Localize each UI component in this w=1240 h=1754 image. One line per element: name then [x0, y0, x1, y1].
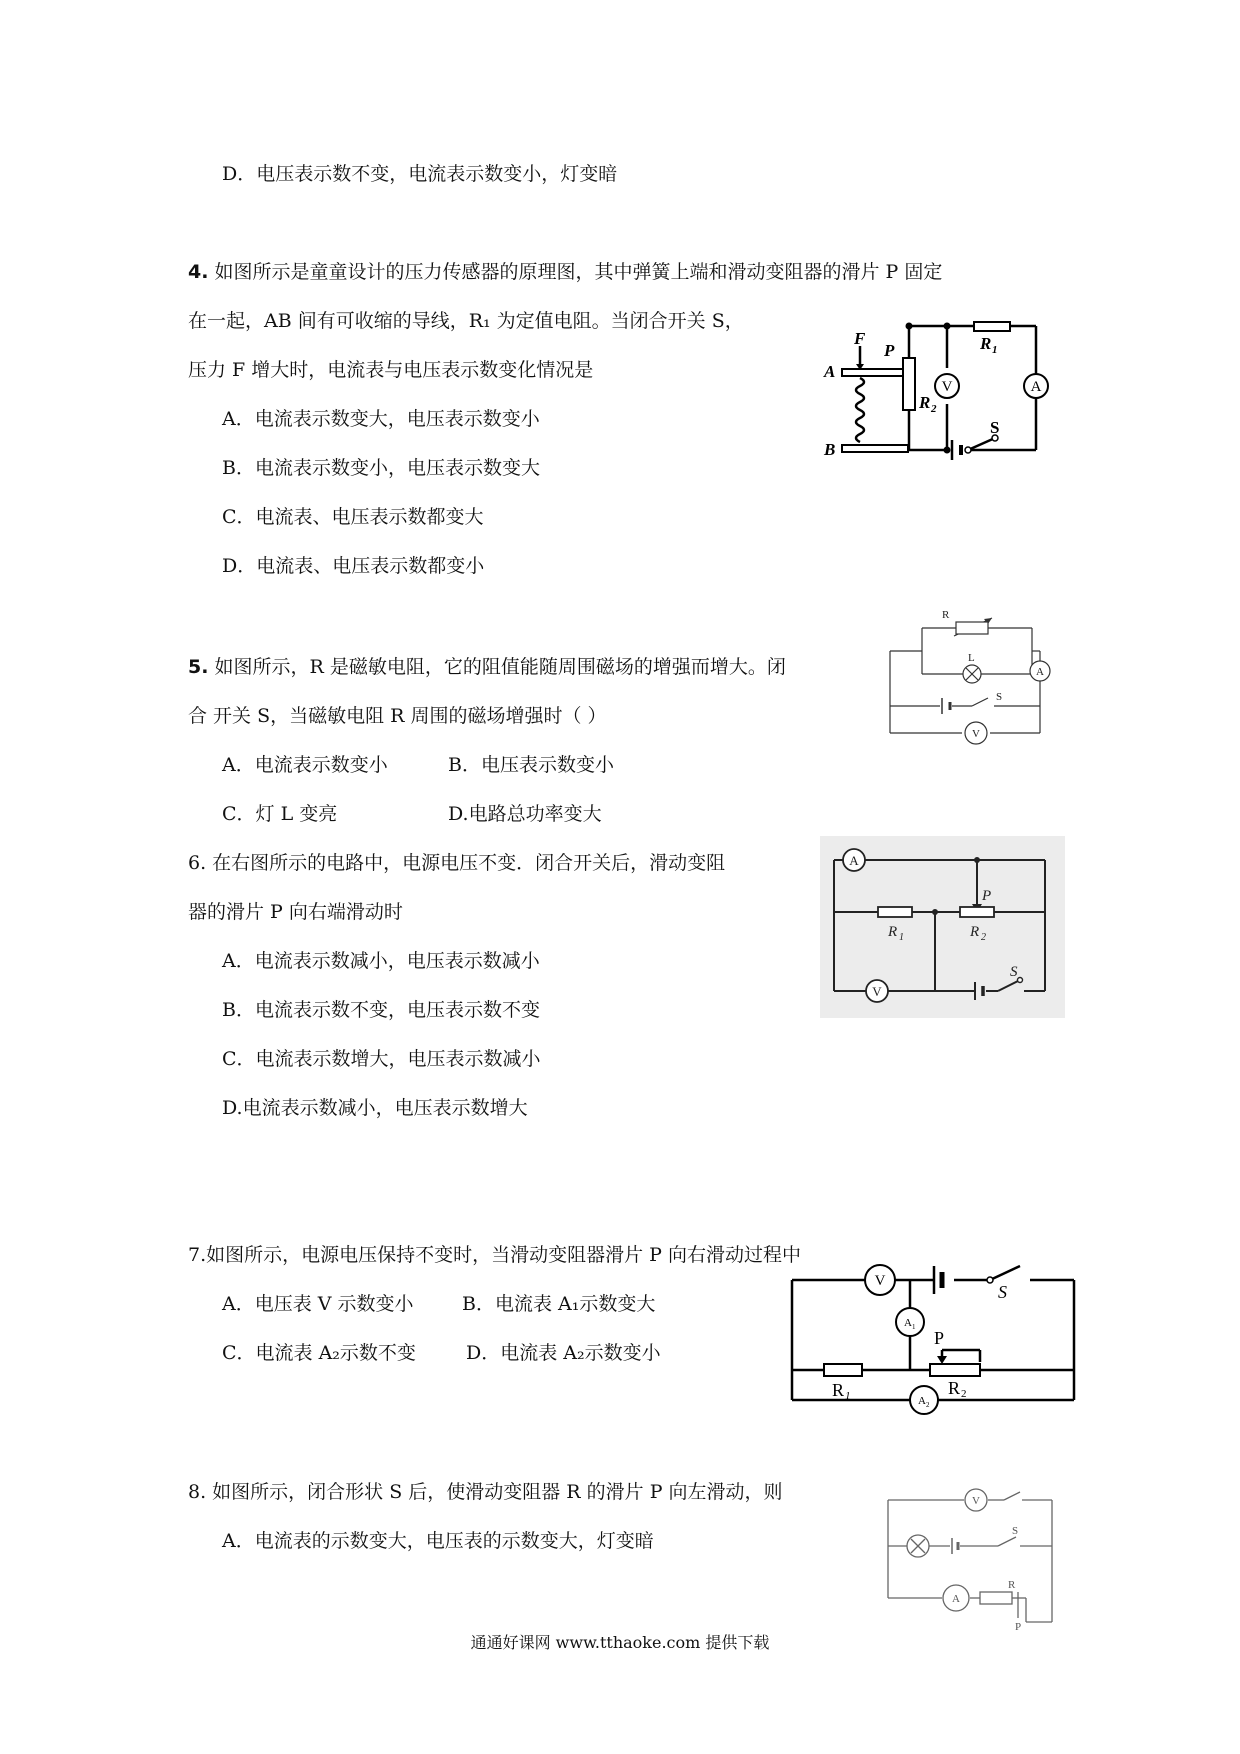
q4-label-R2: R	[919, 393, 931, 412]
q7-label-R2: R	[948, 1378, 961, 1398]
q4-label-P: P	[884, 341, 895, 360]
q7-option-c: C．电流表 A₂示数不变	[222, 1342, 416, 1364]
q7-ammeter-a2-label: A	[918, 1395, 926, 1407]
q4-option-b: B．电流表示数变小，电压表示数变大	[222, 457, 540, 479]
q6-option-c: C．电流表示数增大，电压表示数减小	[222, 1048, 541, 1070]
page-footer: 通通好课网 www.tthaoke.com 提供下载	[470, 1633, 770, 1652]
q7-ammeter-a1-label: A	[904, 1317, 912, 1329]
q4-voltmeter-label: V	[941, 379, 953, 395]
q4-text-1: 如图所示是童童设计的压力传感器的原理图，其中弹簧上端和滑动变阻器的滑片 P 固定	[214, 261, 943, 283]
q5-number: 5.	[188, 656, 209, 678]
q4-option-d: D．电流表、电压表示数都变小	[222, 555, 485, 577]
q4-label-S: S	[990, 418, 1000, 437]
q7-label-R1-sub: 1	[845, 1390, 851, 1402]
q4-ammeter-label: A	[1030, 379, 1042, 395]
q6-label-P: P	[982, 888, 992, 904]
q5-label-L: L	[968, 652, 975, 664]
q5-label-S: S	[996, 691, 1003, 703]
q5-option-a: A．电流表示数变小	[222, 754, 388, 776]
q5-label-R: R	[942, 609, 950, 621]
q6-ammeter-label: A	[849, 853, 859, 868]
q3-option-d: D．电压表示数不变，电流表示数变小，灯变暗	[222, 163, 618, 185]
q4-stem-line2: 在一起，AB 间有可收缩的导线，R₁ 为定值电阻。当闭合开关 S，	[188, 310, 744, 332]
q5-option-d: D.电路总功率变大	[448, 803, 602, 825]
q7-ammeter-a1-sub: 1	[912, 1323, 916, 1331]
q6-label-R2-sub: 2	[981, 932, 986, 943]
q6-voltmeter-label: V	[872, 984, 882, 999]
q5-circuit-diagram	[880, 606, 1060, 746]
q4-option-c: C．电流表、电压表示数都变大	[222, 506, 484, 528]
q6-circuit-diagram	[820, 836, 1065, 1018]
q8-option-a: A．电流表的示数变大，电压表的示数变大，灯变暗	[222, 1530, 654, 1552]
q7-option-d: D．电流表 A₂示数变小	[466, 1342, 661, 1364]
q5-stem-line1	[188, 655, 786, 679]
q6-option-d: D.电流表示数减小，电压表示数增大	[222, 1097, 528, 1119]
q7-ammeter-a2-sub: 2	[926, 1401, 930, 1409]
q6-label-R1-sub: 1	[899, 932, 904, 943]
q7-option-b: B．电流表 A₁示数变大	[462, 1293, 656, 1315]
q6-label-S: S	[1010, 964, 1018, 980]
q8-label-P: P	[1015, 1621, 1022, 1633]
q6-label-R1: R	[888, 924, 898, 940]
q4-label-B: B	[824, 440, 836, 459]
q6-option-b: B．电流表示数不变，电压表示数不变	[222, 999, 540, 1021]
q4-stem-line1	[188, 260, 942, 284]
q7-circuit-diagram	[782, 1242, 1078, 1412]
q5-option-b: B．电压表示数变小	[448, 754, 614, 776]
q6-stem-line1: 6. 在右图所示的电路中，电源电压不变．闭合开关后，滑动变阻	[188, 852, 726, 874]
q7-label-S: S	[998, 1282, 1007, 1302]
q5-text-1: 如图所示，R 是磁敏电阻，它的阻值能随周围磁场的增强而增大。闭	[214, 656, 786, 678]
q4-label-A: A	[824, 362, 836, 381]
q4-label-F: F	[854, 329, 866, 348]
q5-stem-line2: 合 开关 S，当磁敏电阻 R 周围的磁场增强时（ ）	[188, 705, 607, 727]
q7-voltmeter-label: V	[874, 1273, 886, 1289]
q4-circuit-diagram	[820, 318, 1050, 468]
q8-ammeter-label: A	[952, 1593, 960, 1605]
q4-label-R1-sub: 1	[992, 344, 998, 356]
q5-ammeter-label: A	[1036, 666, 1044, 678]
q4-number: 4.	[188, 261, 209, 283]
q7-label-R2-sub: 2	[961, 1388, 967, 1400]
q8-voltmeter-label: V	[972, 1495, 980, 1507]
q6-label-R2: R	[970, 924, 980, 940]
q5-option-c: C．灯 L 变亮	[222, 803, 338, 825]
q4-option-a: A．电流表示数变大，电压表示数变小	[222, 408, 540, 430]
q8-stem-line1: 8. 如图所示，闭合形状 S 后，使滑动变阻器 R 的滑片 P 向左滑动，则	[188, 1481, 783, 1503]
q7-label-R1: R	[832, 1380, 845, 1400]
q8-label-S: S	[1012, 1525, 1019, 1537]
q7-label-P: P	[934, 1328, 945, 1348]
q4-stem-line3: 压力 F 增大时，电流表与电压表示数变化情况是	[188, 359, 594, 381]
q5-voltmeter-label: V	[972, 728, 980, 740]
q7-option-a: A．电压表 V 示数变小	[222, 1293, 414, 1315]
q8-circuit-diagram	[880, 1484, 1060, 1634]
q4-label-R2-sub: 2	[931, 403, 937, 415]
q6-option-a: A．电流表示数减小，电压表示数减小	[222, 950, 540, 972]
q6-stem-line2: 器的滑片 P 向右端滑动时	[188, 901, 403, 923]
q4-label-R1: R	[980, 334, 992, 353]
q7-stem-line1: 7.如图所示，电源电压保持不变时，当滑动变阻器滑片 P 向右滑动过程中	[188, 1244, 801, 1266]
q8-label-R: R	[1008, 1579, 1016, 1591]
